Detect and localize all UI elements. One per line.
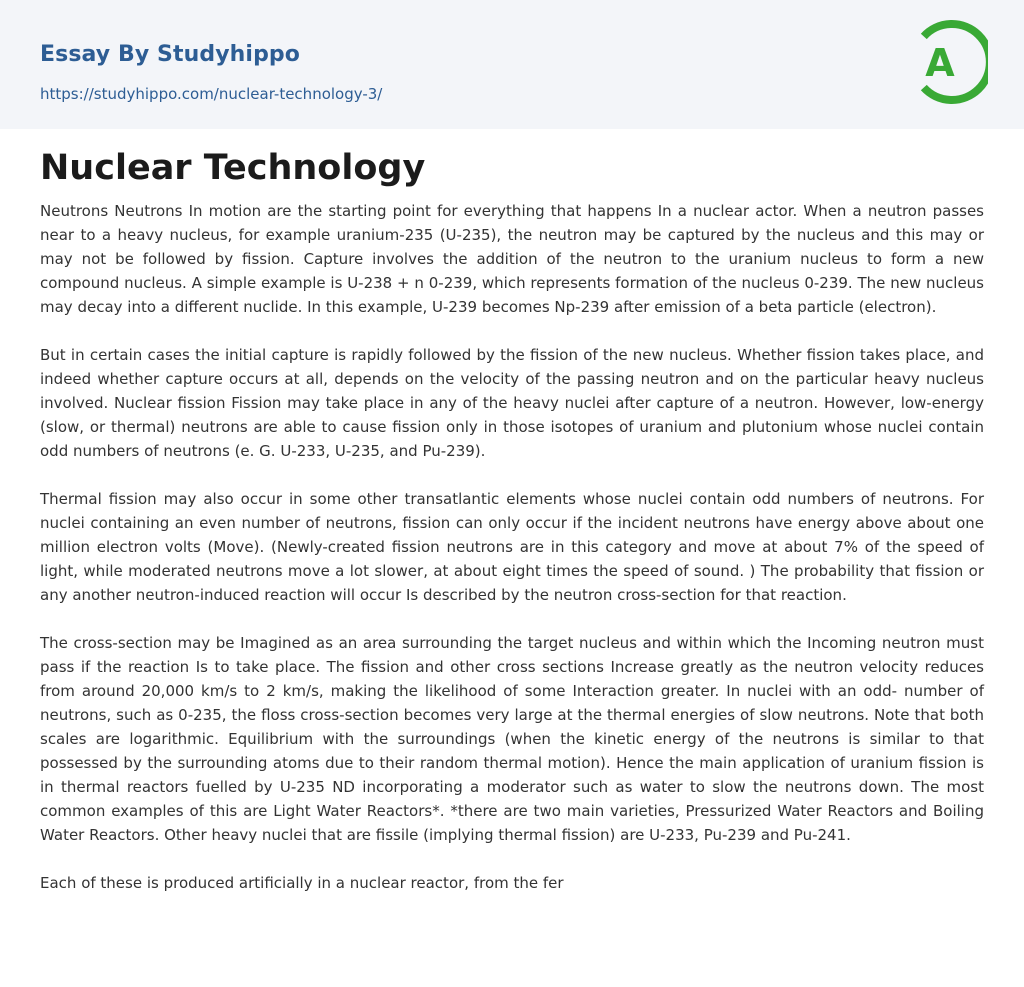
article-paragraph: The cross-section may be Imagined as an area surrounding the target nucleus and within which the Incoming neutron must pass if the reaction Is to take place. The fission and other cross sections Increase greatly as the neutron velocity reduces from around 20,000 km/s to 2 km/s, making the likelihood of some Interaction greater. In nuclei with an odd- number of neutrons, such as 0-235, the floss cross-section becomes very large at the thermal energies of slow neutrons. Note that both scales are logarithmic. Equilibrium with the surroundings (when the kinetic energy of the neutrons is similar to that possessed by the surrounding atoms due to their random thermal motion). Hence the main application of uranium fission is in thermal reactors fuelled by U-235 ND incorporating a moderator such as water to slow the neutrons down. The most common examples of this are Light Water Reactors*. *there are two main varieties, Pressurized Water Reactors and Boiling Water Reactors. Other heavy nuclei that are fissile (implying thermal fission) are U-233, Pu-239 and Pu-241.	[40, 634, 984, 844]
article-paragraph: Thermal fission may also occur in some other transatlantic elements whose nuclei contain odd numbers of neutrons. For nuclei containing an even number of neutrons, fission can only occur if the incident neutrons have energy above about one million electron volts (Move). (Newly-created fission neutrons are in this category and move at about 7% of the speed of light, while moderated neutrons move a lot slower, at about eight times the speed of sound. ) The probability that fission or any another neutron-induced reaction will occur Is described by the neutron cross-section for that reaction.	[40, 490, 984, 604]
site-header	[0, 0, 1024, 129]
studyhippo-logo-icon[interactable]	[904, 18, 988, 106]
essay-url-link[interactable]: https://studyhippo.com/nuclear-technology-3/	[40, 85, 383, 103]
article-paragraph: Each of these is produced artificially in a nuclear reactor, from the fer	[40, 874, 564, 892]
page-title: Nuclear Technology	[40, 148, 426, 188]
logo-letter: A	[925, 41, 955, 85]
brand-title[interactable]: Essay By Studyhippo	[40, 42, 300, 67]
article-paragraph: But in certain cases the initial capture is rapidly followed by the fission of the new nucleus. Whether fission takes place, and indeed whether capture occurs at all, depends on the velocity of the passing neutron and on the particular heavy nucleus involved. Nuclear fission Fission may take place in any of the heavy nuclei after capture of a neutron. However, low-energy (slow, or thermal) neutrons are able to cause fission only in those isotopes of uranium and plutonium whose nuclei contain odd numbers of neutrons (e. G. U-233, U-235, and Pu-239).	[40, 346, 984, 460]
article-paragraph: Neutrons Neutrons In motion are the starting point for everything that happens In a nuclear actor. When a neutron passes near to a heavy nucleus, for example uranium-235 (U-235), the neutron may be captured by the nucleus and this may or may not be followed by fission. Capture involves the addition of the neutron to the uranium nucleus to form a new compound nucleus. A simple example is U-238 + n 0-239, which represents formation of the nucleus 0-239. The new nucleus may decay into a different nuclide. In this example, U-239 becomes Np-239 after emission of a beta particle (electron).	[40, 202, 984, 316]
article	[40, 146, 984, 919]
